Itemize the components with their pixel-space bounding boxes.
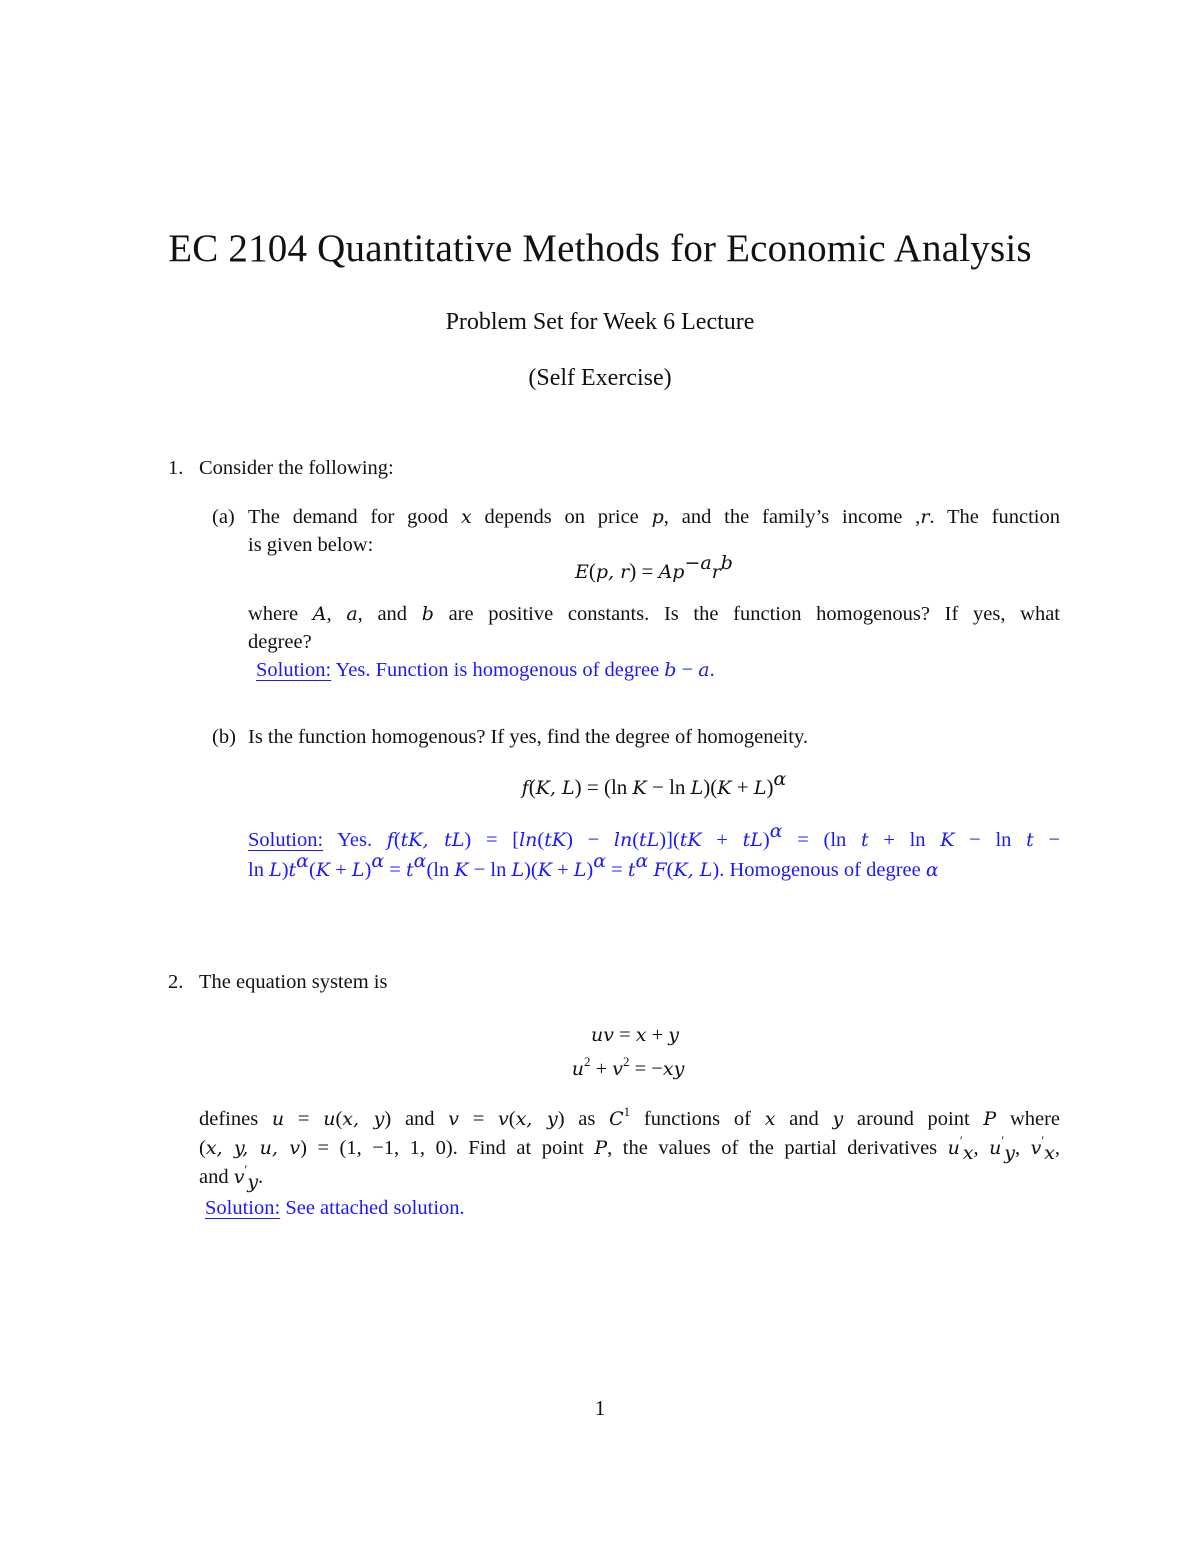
solution-1a-label: Solution:: [256, 659, 332, 681]
question-1a-text-line1: The demand for good x depends on price p, and the family’s income ,r. The function: [248, 506, 1060, 528]
equation-1b: f(K, L) = (ln $K - \ln L)(K + L)^\alpha$: [521, 768, 787, 799]
solution-1a: Solution: Yes. Function is homogenous of degree b − a.: [256, 659, 715, 681]
question-2-text-line1: defines u = u(x, y) and v = v(x, y) as $C^1$ functions of x and y around point P where: [199, 1104, 1061, 1130]
question-1b-text: Is the function homogenous? If yes, find the degree of homogeneity.: [248, 726, 808, 748]
document-note: (Self Exercise): [528, 365, 672, 391]
document-title: EC 2104 Quantitative Methods for Economic Analysis: [168, 227, 1032, 270]
question-1a-text-line2: is given below:: [248, 534, 374, 556]
question-2-text-line3: and $v'_y$.: [199, 1162, 264, 1193]
question-2-intro: The equation system is: [199, 971, 388, 993]
solution-1b-label: Solution:: [248, 829, 324, 851]
solution-2-label: Solution:: [205, 1197, 281, 1219]
equation-2-line1: uv = x + y: [590, 1024, 680, 1046]
question-1a-text-line3: where A, a, and b are positive constants. Is the function homogenous? If yes, what: [248, 603, 1060, 625]
solution-1b-line1: Solution: Yes. f(tK, tL) = [ln(tK) − ln(tL)](tK + tL)$^\alpha$ = (ln t + ln K − ln t −: [248, 820, 1061, 851]
question-2-number: 2.: [168, 971, 184, 993]
question-1-intro: Consider the following:: [199, 457, 394, 479]
solution-1b-line2: $\ln L)t^\alpha(K + L)^\alpha = t^\alpha(\ln$ $K - \ln L)(K + L)^\alpha = t^\alpha$ F(K, L). Homogenous of degree α: [248, 850, 939, 881]
question-1-number: 1.: [168, 457, 184, 479]
question-1a-text-line4: degree?: [248, 631, 312, 653]
page-number: 1: [594, 1396, 606, 1420]
equation-2-line2: $u^2 + v^2 = -xy$: [571, 1054, 685, 1080]
document-subtitle: Problem Set for Week 6 Lecture: [445, 309, 755, 335]
question-1b-label: (b): [212, 726, 236, 748]
question-1a-label: (a): [212, 506, 235, 528]
solution-2: [205, 1194, 465, 1222]
solution-2-text: See attached solution.: [285, 1197, 465, 1219]
equation-1a: E(p, $r) = Ap^{-a}r^b$: [575, 552, 733, 583]
question-2-text-line2: (x, y, u, v) = (1, −1, 1, 0). Find at point P, the values of the partial derivatives $u'_x$, $u'_y$, $v'_x$,: [199, 1133, 1061, 1164]
